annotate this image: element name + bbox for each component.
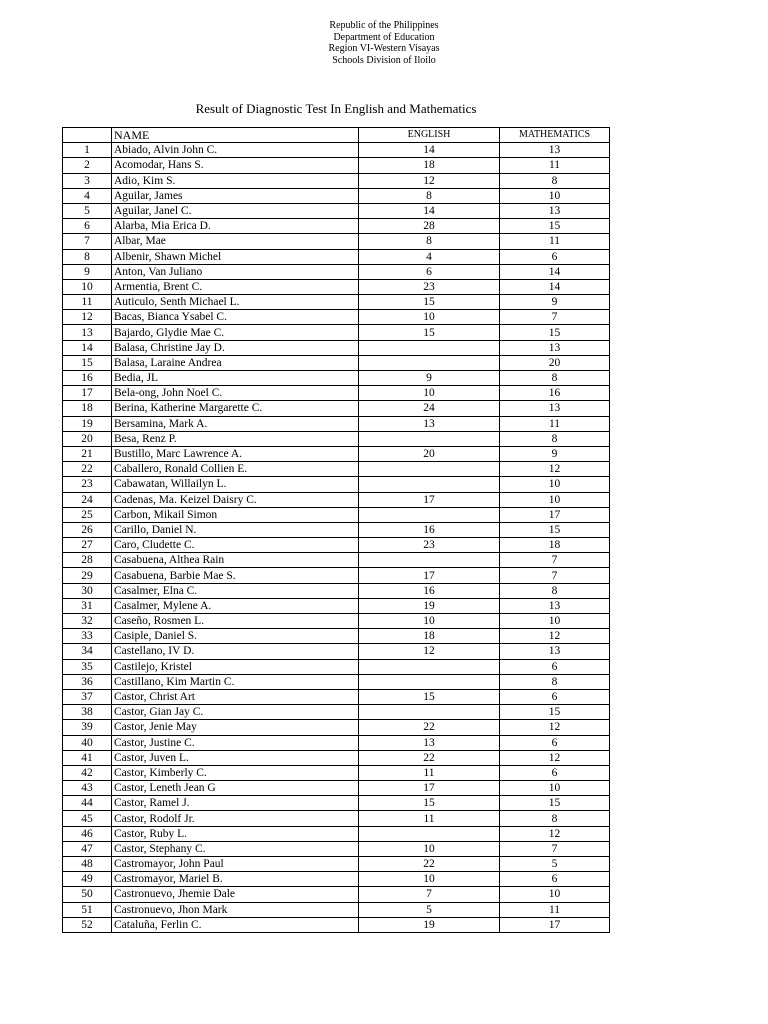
table-row (63, 477, 610, 492)
student-name: Armentia, Brent C. (112, 279, 359, 294)
row-number: 8 (63, 249, 112, 264)
row-number: 4 (63, 188, 112, 203)
english-score (359, 674, 500, 689)
student-name: Castor, Rodolf Jr. (112, 811, 359, 826)
row-number: 18 (63, 401, 112, 416)
english-score: 11 (359, 811, 500, 826)
mathematics-score: 7 (500, 553, 610, 568)
table-row (63, 705, 610, 720)
student-name: Besa, Renz P. (112, 431, 359, 446)
student-name: Casiple, Daniel S. (112, 629, 359, 644)
student-name: Balasa, Laraine Andrea (112, 355, 359, 370)
table-row (63, 887, 610, 902)
english-score: 23 (359, 279, 500, 294)
mathematics-score: 13 (500, 644, 610, 659)
english-score: 15 (359, 325, 500, 340)
mathematics-score: 8 (500, 371, 610, 386)
student-name: Casabuena, Althea Rain (112, 553, 359, 568)
mathematics-score: 12 (500, 826, 610, 841)
table-row (63, 492, 610, 507)
row-number: 44 (63, 796, 112, 811)
table-row (63, 902, 610, 917)
row-number: 20 (63, 431, 112, 446)
mathematics-score: 12 (500, 720, 610, 735)
student-name: Carillo, Daniel N. (112, 522, 359, 537)
table-row (63, 674, 610, 689)
row-number: 13 (63, 325, 112, 340)
row-number: 28 (63, 553, 112, 568)
table-row (63, 796, 610, 811)
mathematics-score: 10 (500, 887, 610, 902)
english-score: 15 (359, 689, 500, 704)
row-number: 36 (63, 674, 112, 689)
table-row (63, 446, 610, 461)
row-number: 30 (63, 583, 112, 598)
table-row (63, 522, 610, 537)
student-name: Caseño, Rosmen L. (112, 614, 359, 629)
table-row (63, 614, 610, 629)
english-score (359, 340, 500, 355)
mathematics-score: 15 (500, 796, 610, 811)
row-number: 52 (63, 917, 112, 932)
mathematics-score: 15 (500, 705, 610, 720)
mathematics-score: 6 (500, 689, 610, 704)
header-english: ENGLISH (359, 128, 500, 143)
english-score: 16 (359, 583, 500, 598)
english-score (359, 659, 500, 674)
mathematics-score: 12 (500, 750, 610, 765)
row-number: 22 (63, 462, 112, 477)
mathematics-score: 8 (500, 674, 610, 689)
table-row (63, 203, 610, 218)
mathematics-score: 10 (500, 188, 610, 203)
mathematics-score: 15 (500, 522, 610, 537)
table-row (63, 826, 610, 841)
table-row (63, 310, 610, 325)
row-number: 31 (63, 598, 112, 613)
english-score: 22 (359, 720, 500, 735)
student-name: Castor, Leneth Jean G (112, 781, 359, 796)
row-number: 38 (63, 705, 112, 720)
english-score: 15 (359, 796, 500, 811)
mathematics-score: 12 (500, 629, 610, 644)
english-score: 10 (359, 310, 500, 325)
table-row (63, 811, 610, 826)
table-row (63, 279, 610, 294)
table-row (63, 158, 610, 173)
table-row (63, 234, 610, 249)
english-score: 4 (359, 249, 500, 264)
table-row (63, 689, 610, 704)
table-row (63, 720, 610, 735)
row-number: 42 (63, 765, 112, 780)
row-number: 21 (63, 446, 112, 461)
mathematics-score: 6 (500, 659, 610, 674)
table-row (63, 401, 610, 416)
letterhead-line-division: Schools Division of Iloilo (332, 54, 436, 66)
row-number: 45 (63, 811, 112, 826)
letterhead-line-republic: Republic of the Philippines (329, 20, 439, 31)
table-row (63, 355, 610, 370)
mathematics-score: 8 (500, 583, 610, 598)
student-name: Castillano, Kim Martin C. (112, 674, 359, 689)
english-score: 12 (359, 173, 500, 188)
student-name: Castilejo, Kristel (112, 659, 359, 674)
row-number: 10 (63, 279, 112, 294)
student-name: Cabawatan, Willailyn L. (112, 477, 359, 492)
mathematics-score: 6 (500, 249, 610, 264)
student-name: Albar, Mae (112, 234, 359, 249)
table-row (63, 750, 610, 765)
english-score: 19 (359, 598, 500, 613)
student-name: Castor, Stephany C. (112, 841, 359, 856)
english-score: 23 (359, 538, 500, 553)
mathematics-score: 14 (500, 279, 610, 294)
mathematics-score: 5 (500, 857, 610, 872)
english-score: 28 (359, 219, 500, 234)
table-row (63, 325, 610, 340)
row-number: 23 (63, 477, 112, 492)
student-name: Bersamina, Mark A. (112, 416, 359, 431)
mathematics-score: 17 (500, 507, 610, 522)
english-score: 24 (359, 401, 500, 416)
mathematics-score: 11 (500, 234, 610, 249)
table-row (63, 765, 610, 780)
table-row (63, 416, 610, 431)
mathematics-score: 10 (500, 477, 610, 492)
table-body (63, 143, 610, 933)
table-row (63, 629, 610, 644)
row-number: 11 (63, 295, 112, 310)
mathematics-score: 6 (500, 765, 610, 780)
english-score (359, 553, 500, 568)
student-name: Castor, Justine C. (112, 735, 359, 750)
student-name: Caro, Cludette C. (112, 538, 359, 553)
row-number: 40 (63, 735, 112, 750)
english-score (359, 826, 500, 841)
row-number: 47 (63, 841, 112, 856)
student-name: Castor, Ruby L. (112, 826, 359, 841)
student-name: Castronuevo, Jhemie Dale (112, 887, 359, 902)
row-number: 43 (63, 781, 112, 796)
student-name: Auticulo, Senth Michael L. (112, 295, 359, 310)
student-name: Cadenas, Ma. Keizel Daisry C. (112, 492, 359, 507)
english-score: 7 (359, 887, 500, 902)
english-score: 6 (359, 264, 500, 279)
english-score: 22 (359, 750, 500, 765)
row-number: 3 (63, 173, 112, 188)
document-title: Result of Diagnostic Test In English and Mathematics (195, 101, 477, 116)
table-row (63, 431, 610, 446)
row-number: 7 (63, 234, 112, 249)
mathematics-score: 7 (500, 568, 610, 583)
english-score: 8 (359, 234, 500, 249)
english-score: 13 (359, 416, 500, 431)
table-row (63, 644, 610, 659)
english-score (359, 477, 500, 492)
table-row (63, 598, 610, 613)
row-number: 49 (63, 872, 112, 887)
row-number: 35 (63, 659, 112, 674)
student-name: Alarba, Mia Erica D. (112, 219, 359, 234)
student-name: Castromayor, Mariel B. (112, 872, 359, 887)
table-row (63, 143, 610, 158)
table-row (63, 857, 610, 872)
student-name: Carbon, Mikail Simon (112, 507, 359, 522)
row-number: 17 (63, 386, 112, 401)
row-number: 5 (63, 203, 112, 218)
student-name: Bustillo, Marc Lawrence A. (112, 446, 359, 461)
mathematics-score: 9 (500, 295, 610, 310)
table-row (63, 295, 610, 310)
mathematics-score: 13 (500, 143, 610, 158)
table-row (63, 917, 610, 932)
student-name: Castellano, IV D. (112, 644, 359, 659)
student-name: Castor, Juven L. (112, 750, 359, 765)
english-score: 18 (359, 629, 500, 644)
student-name: Castromayor, John Paul (112, 857, 359, 872)
student-name: Casalmer, Mylene A. (112, 598, 359, 613)
table-row (63, 173, 610, 188)
mathematics-score: 13 (500, 401, 610, 416)
table-row (63, 735, 610, 750)
english-score: 9 (359, 371, 500, 386)
student-name: Castor, Gian Jay C. (112, 705, 359, 720)
english-score: 15 (359, 295, 500, 310)
student-name: Castor, Kimberly C. (112, 765, 359, 780)
row-number: 41 (63, 750, 112, 765)
table-row (63, 219, 610, 234)
header-mathematics: MATHEMATICS (500, 128, 610, 143)
table-row (63, 386, 610, 401)
mathematics-score: 8 (500, 431, 610, 446)
mathematics-score: 13 (500, 203, 610, 218)
table-row (63, 249, 610, 264)
student-name: Balasa, Christine Jay D. (112, 340, 359, 355)
english-score (359, 507, 500, 522)
results-table (62, 127, 610, 933)
student-name: Castronuevo, Jhon Mark (112, 902, 359, 917)
row-number: 24 (63, 492, 112, 507)
english-score: 22 (359, 857, 500, 872)
english-score (359, 431, 500, 446)
letterhead-line-department: Department of Education (333, 31, 435, 43)
english-score (359, 705, 500, 720)
student-name: Bedia, JL (112, 371, 359, 386)
row-number: 48 (63, 857, 112, 872)
english-score: 8 (359, 188, 500, 203)
row-number: 34 (63, 644, 112, 659)
mathematics-score: 6 (500, 735, 610, 750)
student-name: Castor, Ramel J. (112, 796, 359, 811)
english-score: 14 (359, 143, 500, 158)
english-score: 16 (359, 522, 500, 537)
table-header-row (63, 128, 610, 143)
english-score: 17 (359, 781, 500, 796)
header-name: NAME (112, 128, 359, 143)
mathematics-score: 20 (500, 355, 610, 370)
mathematics-score: 16 (500, 386, 610, 401)
english-score: 13 (359, 735, 500, 750)
mathematics-score: 18 (500, 538, 610, 553)
row-number: 26 (63, 522, 112, 537)
mathematics-score: 13 (500, 598, 610, 613)
english-score: 5 (359, 902, 500, 917)
mathematics-score: 10 (500, 492, 610, 507)
english-score (359, 462, 500, 477)
student-name: Casabuena, Barbie Mae S. (112, 568, 359, 583)
english-score: 12 (359, 644, 500, 659)
row-number: 1 (63, 143, 112, 158)
mathematics-score: 10 (500, 614, 610, 629)
table-row (63, 538, 610, 553)
row-number: 15 (63, 355, 112, 370)
table-row (63, 188, 610, 203)
english-score: 10 (359, 841, 500, 856)
english-score: 18 (359, 158, 500, 173)
row-number: 19 (63, 416, 112, 431)
row-number: 33 (63, 629, 112, 644)
mathematics-score: 14 (500, 264, 610, 279)
row-number: 6 (63, 219, 112, 234)
row-number: 50 (63, 887, 112, 902)
row-number: 2 (63, 158, 112, 173)
english-score: 14 (359, 203, 500, 218)
mathematics-score: 8 (500, 811, 610, 826)
student-name: Cataluña, Ferlin C. (112, 917, 359, 932)
english-score: 17 (359, 568, 500, 583)
mathematics-score: 6 (500, 872, 610, 887)
letterhead (0, 20, 768, 66)
english-score: 17 (359, 492, 500, 507)
student-name: Aguilar, James (112, 188, 359, 203)
student-name: Bajardo, Glydie Mae C. (112, 325, 359, 340)
row-number: 37 (63, 689, 112, 704)
row-number: 12 (63, 310, 112, 325)
english-score (359, 355, 500, 370)
row-number: 29 (63, 568, 112, 583)
english-score: 11 (359, 765, 500, 780)
mathematics-score: 15 (500, 325, 610, 340)
row-number: 39 (63, 720, 112, 735)
mathematics-score: 13 (500, 340, 610, 355)
mathematics-score: 11 (500, 158, 610, 173)
table-row (63, 371, 610, 386)
table-row (63, 462, 610, 477)
student-name: Abiado, Alvin John C. (112, 143, 359, 158)
row-number: 16 (63, 371, 112, 386)
table-row (63, 568, 610, 583)
table-row (63, 507, 610, 522)
mathematics-score: 9 (500, 446, 610, 461)
row-number: 25 (63, 507, 112, 522)
student-name: Albenir, Shawn Michel (112, 249, 359, 264)
letterhead-line-region: Region VI-Western Visayas (328, 43, 440, 54)
row-number: 9 (63, 264, 112, 279)
header-number (63, 128, 112, 143)
mathematics-score: 7 (500, 841, 610, 856)
row-number: 32 (63, 614, 112, 629)
student-name: Aguilar, Janel C. (112, 203, 359, 218)
table-row (63, 781, 610, 796)
student-name: Bacas, Bianca Ysabel C. (112, 310, 359, 325)
english-score: 10 (359, 614, 500, 629)
student-name: Castor, Jenie May (112, 720, 359, 735)
mathematics-score: 7 (500, 310, 610, 325)
student-name: Berina, Katherine Margarette C. (112, 401, 359, 416)
row-number: 51 (63, 902, 112, 917)
mathematics-score: 11 (500, 902, 610, 917)
mathematics-score: 8 (500, 173, 610, 188)
mathematics-score: 12 (500, 462, 610, 477)
table-row (63, 340, 610, 355)
row-number: 27 (63, 538, 112, 553)
english-score: 10 (359, 386, 500, 401)
row-number: 14 (63, 340, 112, 355)
mathematics-score: 11 (500, 416, 610, 431)
student-name: Casalmer, Elna C. (112, 583, 359, 598)
table-row (63, 659, 610, 674)
table-row (63, 872, 610, 887)
student-name: Adio, Kim S. (112, 173, 359, 188)
mathematics-score: 15 (500, 219, 610, 234)
table-row (63, 553, 610, 568)
english-score: 20 (359, 446, 500, 461)
table-row (63, 841, 610, 856)
student-name: Acomodar, Hans S. (112, 158, 359, 173)
student-name: Castor, Christ Art (112, 689, 359, 704)
table-row (63, 583, 610, 598)
student-name: Anton, Van Juliano (112, 264, 359, 279)
student-name: Caballero, Ronald Collien E. (112, 462, 359, 477)
student-name: Bela-ong, John Noel C. (112, 386, 359, 401)
row-number: 46 (63, 826, 112, 841)
mathematics-score: 17 (500, 917, 610, 932)
english-score: 19 (359, 917, 500, 932)
mathematics-score: 10 (500, 781, 610, 796)
table-row (63, 264, 610, 279)
english-score: 10 (359, 872, 500, 887)
